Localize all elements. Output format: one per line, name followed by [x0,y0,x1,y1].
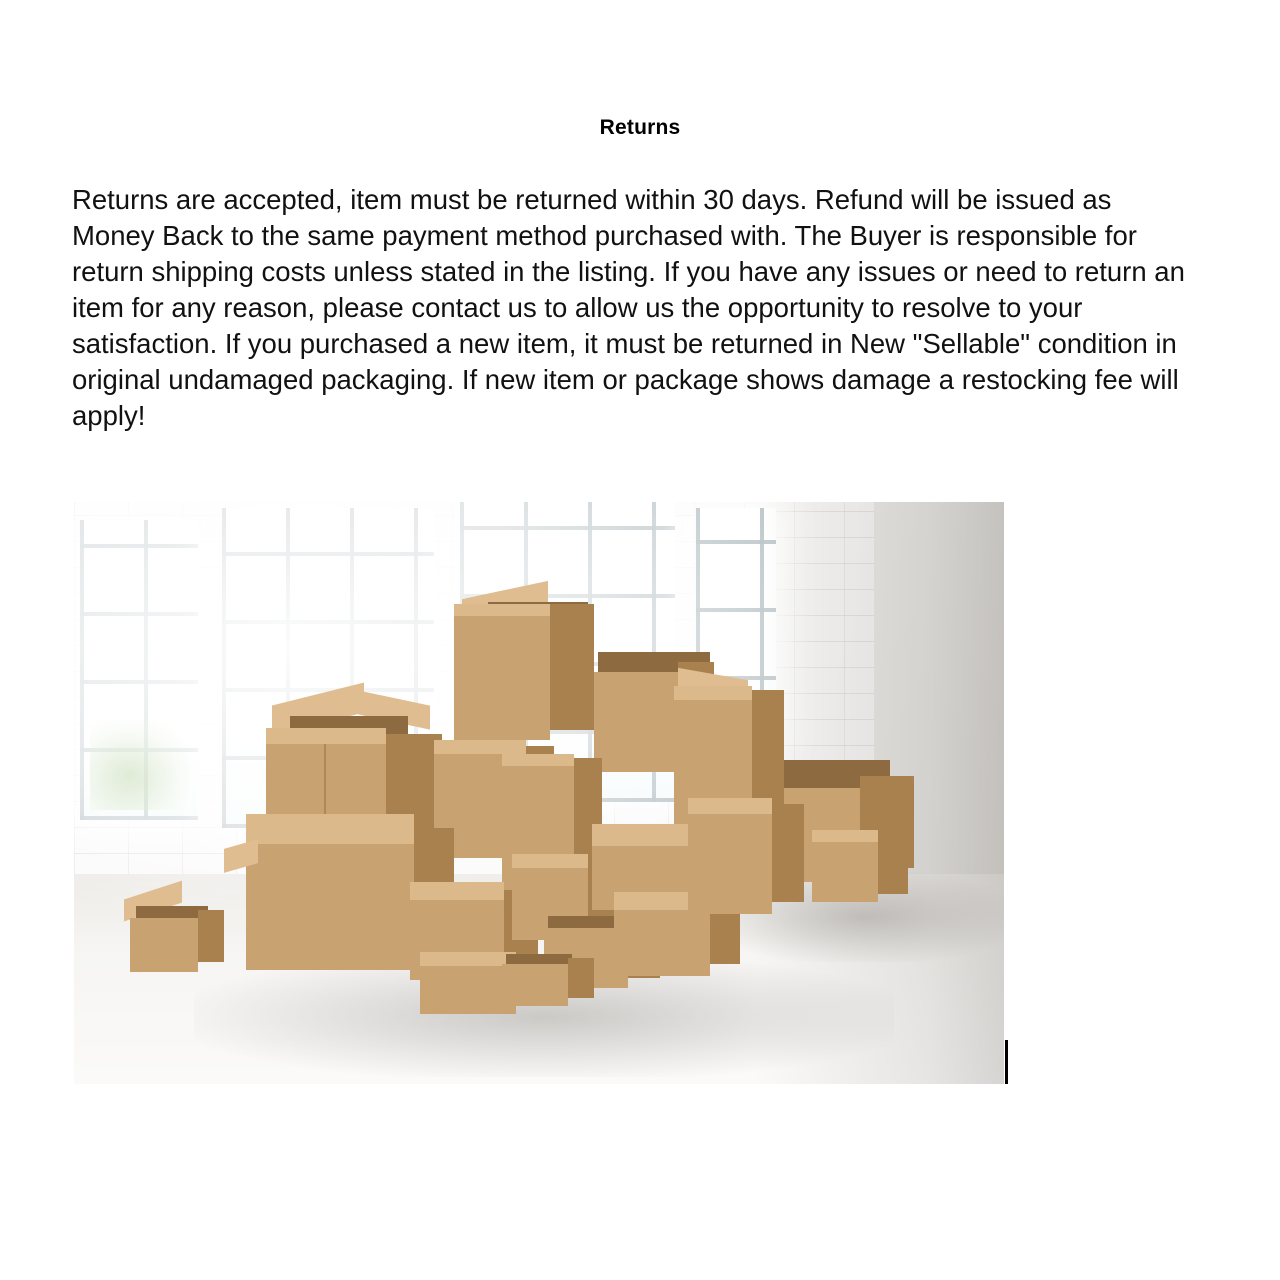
cardboard-box [502,954,598,1014]
page-title: Returns [599,116,681,139]
cardboard-box [812,830,908,908]
cardboard-box [454,590,594,740]
photo-canvas [74,502,1004,1084]
returns-policy-text: Returns are accepted, item must be returned within 30 days. Refund will be issued as Money Back to the same payment method purchased with. The Buyer is responsible for return shipping costs unless stated in the listing. If you have any issues or need to return an item for any reason, please contact us to allow us the opportunity to resolve to your satisfaction. If you purchased a new item, it must be returned in New "Sellable" condition in original undamaged packaging. If new item or package shows damage a restocking fee will apply! [72,184,1185,431]
text-cursor [1005,1040,1008,1084]
cardboard-box [688,798,808,928]
boxes-photo [74,502,1004,1084]
window-pane-1 [80,520,198,820]
cardboard-box [118,890,228,990]
